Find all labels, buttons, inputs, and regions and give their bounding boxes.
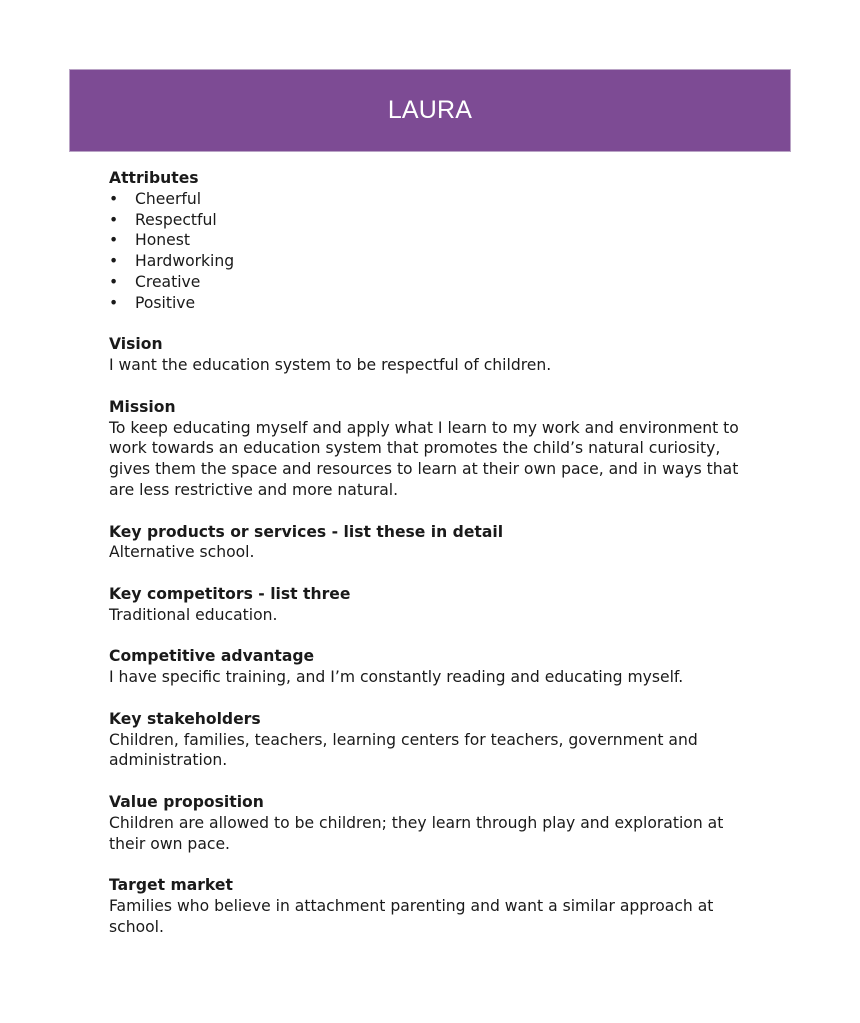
list-item: • Hardworking: [109, 252, 235, 271]
section-heading: Key products or services - list these in detail: [109, 522, 504, 541]
list-item: • Positive: [109, 293, 196, 312]
stakeholders-section: [109, 709, 759, 771]
target-market-section: [109, 875, 759, 937]
list-item: • Respectful: [109, 210, 217, 229]
persona-name: LAURA: [387, 96, 473, 124]
section-text: Traditional education.: [109, 605, 278, 624]
section-heading: Mission: [109, 397, 176, 416]
section-heading: Value proposition: [109, 792, 264, 811]
bullet-icon: •: [109, 252, 119, 271]
list-item: • Cheerful: [109, 189, 202, 208]
products-section: [109, 522, 759, 564]
section-text: Alternative school.: [109, 543, 255, 562]
section-text: I want the education system to be respectful of children.: [109, 356, 552, 375]
bullet-icon: •: [109, 272, 119, 291]
competitors-section: [109, 584, 759, 626]
section-text: I have specific training, and I’m constantly reading and educating myself.: [109, 668, 684, 687]
mission-section: [109, 397, 759, 501]
attributes-list: [109, 189, 759, 314]
section-text: Children are allowed to be children; they learn through play and exploration at their own pace.: [109, 813, 724, 853]
bullet-icon: •: [109, 189, 119, 208]
section-text: To keep educating myself and apply what I learn to my work and environment to work towards an education system that promotes the child’s natural curiosity, gives them the space and resources to learn at their own pace, and in ways that are less restrictive and more natural.: [109, 418, 739, 499]
section-heading: Key stakeholders: [109, 709, 261, 728]
bullet-icon: •: [109, 210, 119, 229]
bullet-icon: •: [109, 293, 119, 312]
section-heading: Key competitors - list three: [109, 584, 351, 603]
bullet-icon: •: [109, 231, 119, 250]
section-heading: Target market: [109, 876, 233, 895]
section-heading: Vision: [109, 335, 163, 354]
advantage-section: [109, 646, 759, 688]
name-banner: [69, 69, 791, 152]
list-item: • Honest: [109, 231, 190, 250]
section-heading: Competitive advantage: [109, 647, 315, 666]
list-item: • Creative: [109, 272, 201, 291]
section-text: Children, families, teachers, learning centers for teachers, government and administration.: [109, 730, 698, 770]
attributes-section: [109, 168, 759, 314]
section-text: Families who believe in attachment parenting and want a similar approach at school.: [109, 896, 714, 936]
value-proposition-section: [109, 792, 759, 854]
attributes-heading: Attributes: [109, 169, 199, 187]
vision-section: [109, 334, 759, 376]
persona-content: [109, 168, 759, 958]
